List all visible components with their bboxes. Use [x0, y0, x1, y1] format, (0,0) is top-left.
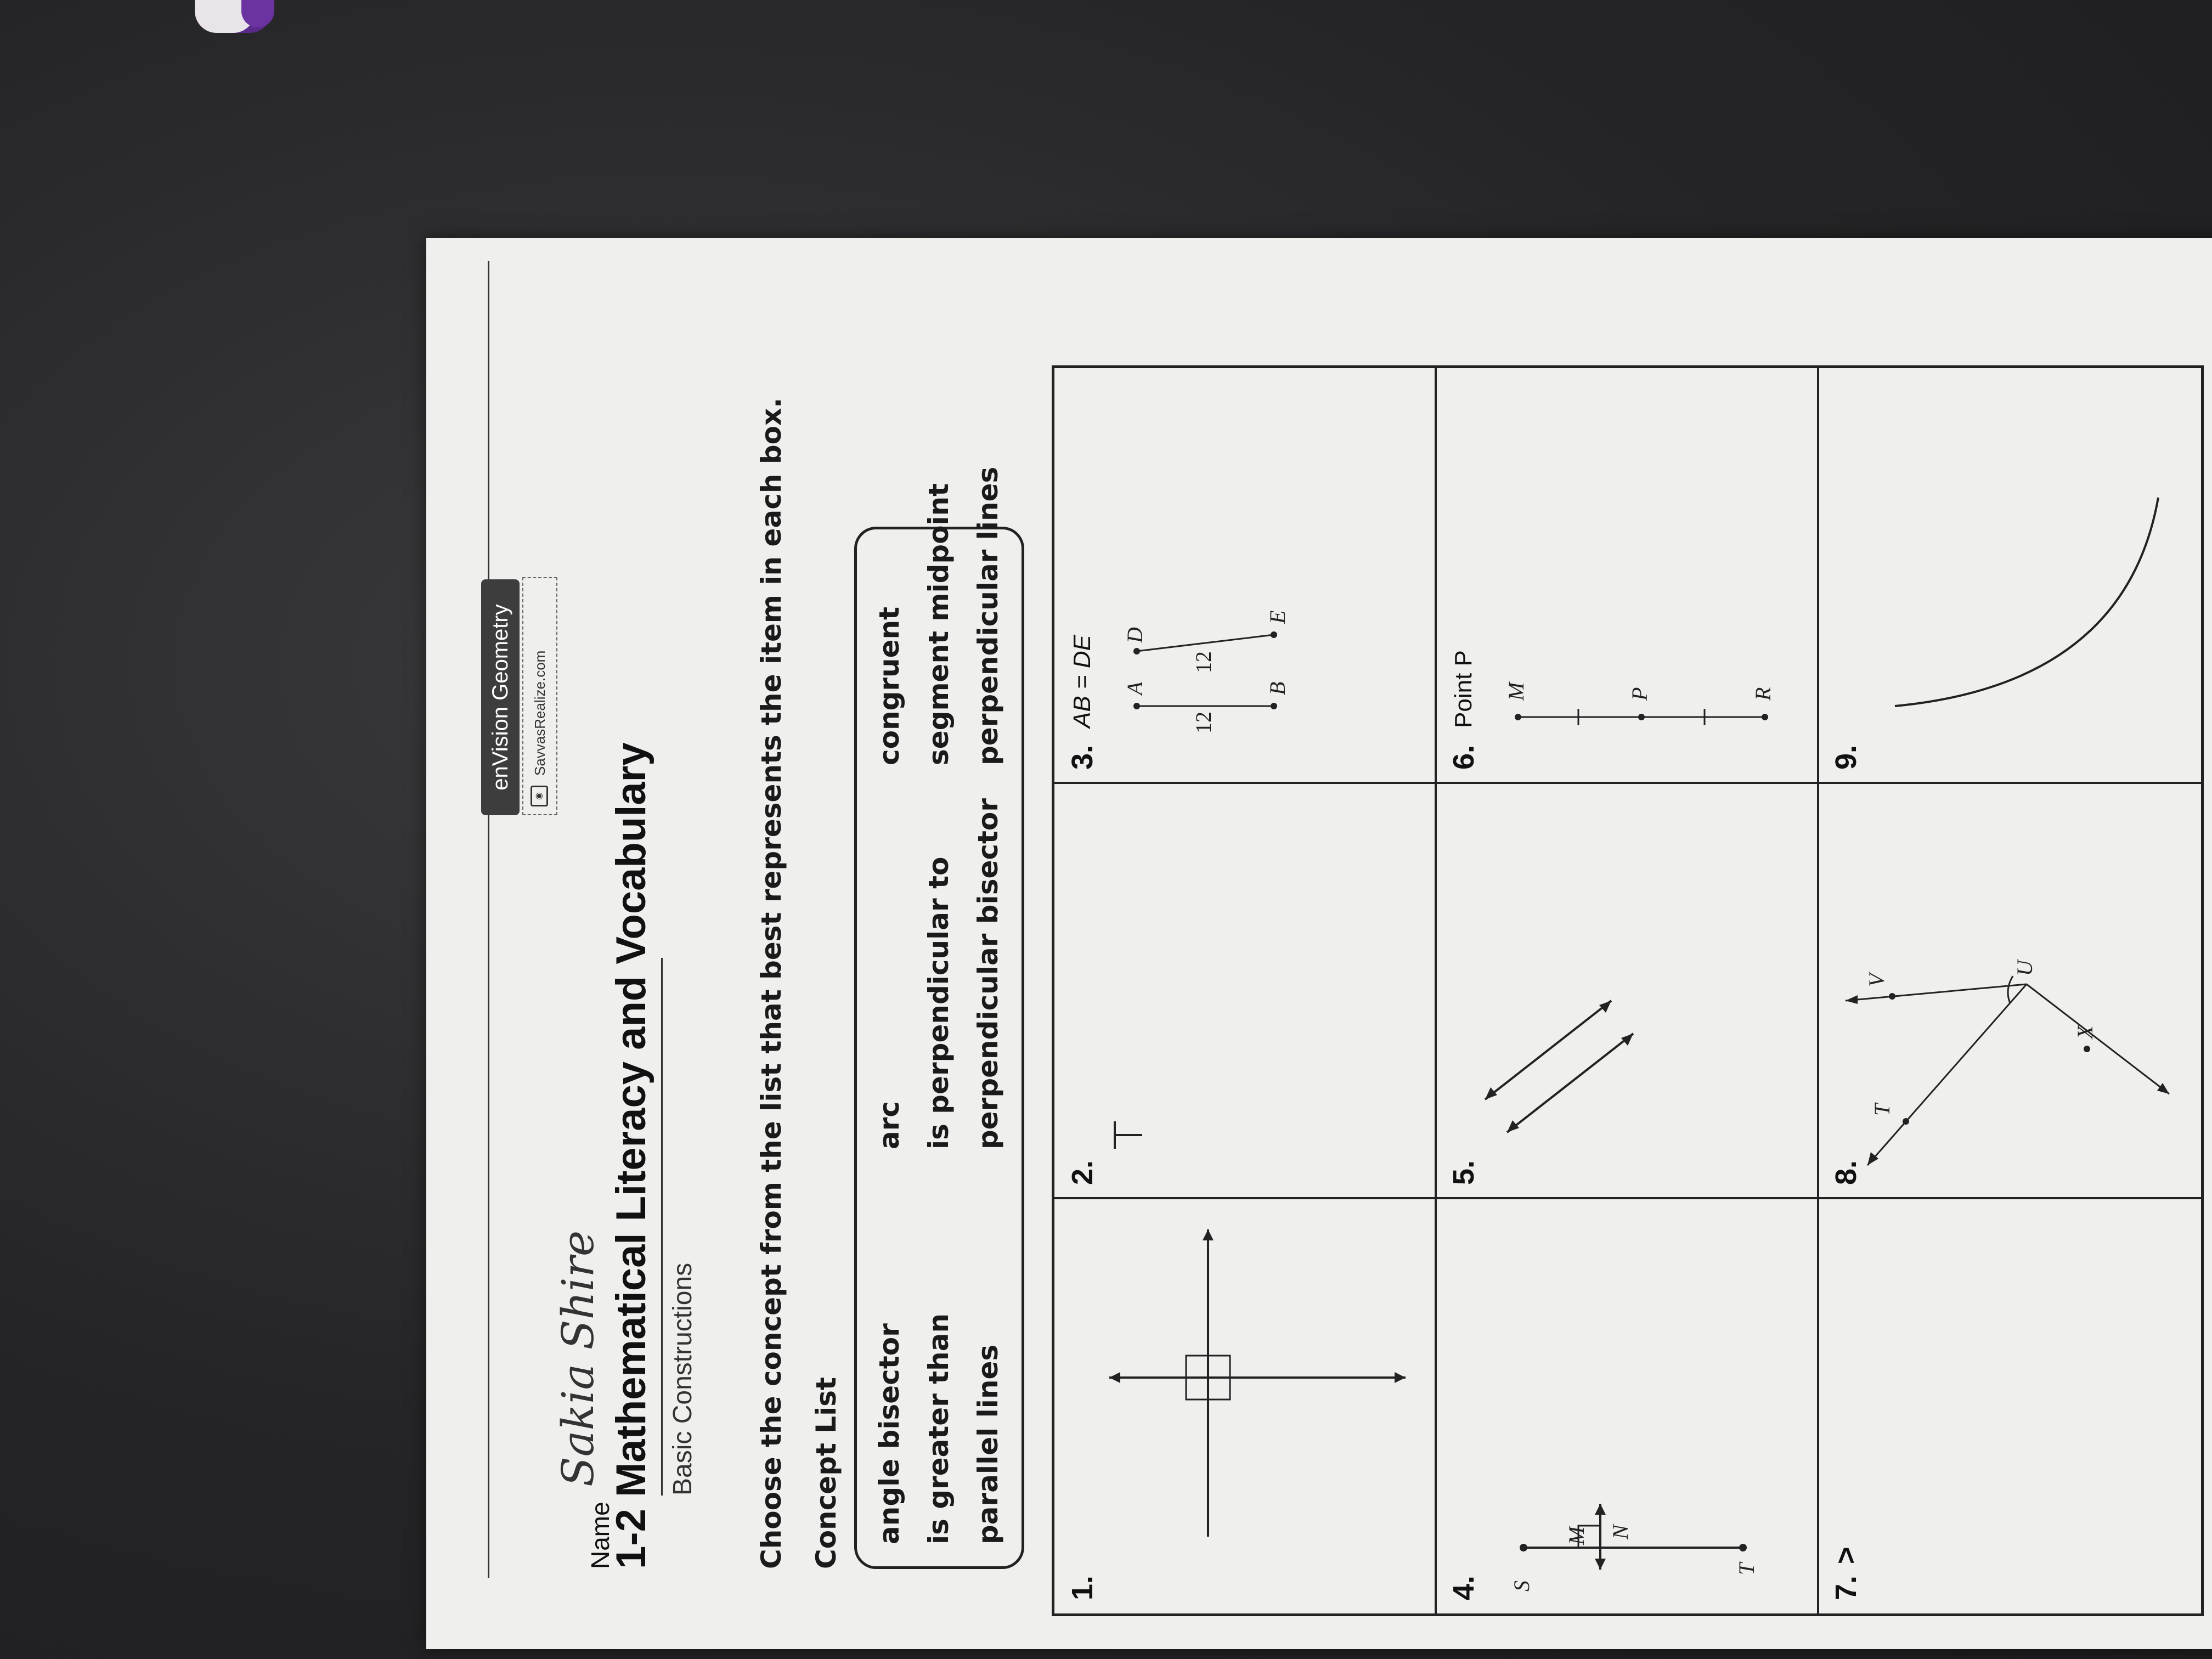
box-number: 3. [1066, 744, 1099, 770]
label-M: M [1564, 1526, 1589, 1545]
concept-item: angle bisector [873, 1323, 905, 1544]
box-number: 4. [1447, 1575, 1480, 1600]
website-text: SavvasRealize.com [532, 650, 548, 776]
concept-item: parallel lines [972, 1344, 1004, 1544]
box-4-figure [1436, 1198, 1819, 1613]
name-label: Name [586, 1502, 614, 1569]
worksheet-paper [426, 238, 2212, 1649]
box-number: 7. [1830, 1575, 1863, 1600]
title-rule [661, 958, 663, 1496]
concept-list-box [854, 466, 1024, 1569]
concept-list-heading: Concept List [810, 1377, 842, 1569]
box-number: 2. [1066, 1160, 1099, 1185]
label-R: R [1751, 687, 1775, 701]
website-box [522, 577, 557, 815]
brand-badge: enVision Geometry [481, 579, 520, 815]
student-name-handwritten: Sakia Shire [552, 1230, 603, 1487]
box-6-statement: Point P [1450, 650, 1477, 728]
label-P: P [1627, 687, 1652, 701]
box-9[interactable] [1818, 367, 2201, 783]
box-1[interactable] [1054, 1198, 1437, 1613]
box-8-figure [1818, 782, 2201, 1198]
label-D: D [1122, 627, 1147, 643]
concept-item: perpendicular bisector [972, 798, 1004, 1149]
box-3[interactable] [1054, 367, 1437, 783]
label-V: V [1864, 973, 1889, 987]
box-4[interactable] [1436, 1198, 1819, 1613]
concept-item: arc [873, 1101, 905, 1149]
arc-figure [1818, 367, 2201, 783]
length-label: 12 [1191, 651, 1216, 673]
box-8[interactable] [1818, 782, 2201, 1198]
label-B: B [1265, 681, 1290, 695]
box-3-figure [1054, 367, 1437, 783]
box-number: 9. [1830, 744, 1863, 770]
perpendicular-symbol-icon [1054, 782, 1437, 1198]
greater-than-symbol: > [1830, 1547, 1863, 1564]
label-E: E [1265, 610, 1290, 624]
concept-item: perpendicular lines [972, 466, 1004, 765]
box-number: 6. [1447, 744, 1480, 770]
label-X: X [2073, 1025, 2097, 1039]
box-5[interactable] [1436, 782, 1819, 1198]
box-number: 1. [1066, 1575, 1099, 1600]
box-1-figure [1054, 1198, 1437, 1613]
concept-item: segment midpoint [923, 483, 955, 765]
name-underline [488, 261, 489, 1578]
concept-item: congruent [873, 606, 905, 765]
box-3-statement: AB = DE [1069, 635, 1096, 728]
box-6-figure [1436, 367, 1819, 783]
concept-item: is perpendicular to [923, 856, 955, 1149]
box-2[interactable] [1054, 782, 1437, 1198]
label-A: A [1122, 681, 1147, 695]
box-6[interactable] [1436, 367, 1819, 783]
box-number: 5. [1447, 1160, 1480, 1185]
label-N: N [1608, 1525, 1633, 1539]
answer-grid [1052, 365, 2204, 1616]
box-7[interactable] [1818, 1198, 2201, 1613]
box-number: 8. [1830, 1160, 1863, 1185]
concept-item: is greater than [923, 1313, 955, 1544]
label-U: U [2012, 960, 2037, 976]
lesson-subtitle: Basic Constructions [668, 1262, 697, 1496]
label-T: T [1870, 1103, 1894, 1116]
worksheet-page [426, 238, 2212, 1649]
box-5-figure [1436, 782, 1819, 1198]
website-icon: ◉ [531, 786, 548, 806]
label-T: T [1734, 1562, 1759, 1575]
length-label: 12 [1191, 712, 1216, 733]
label-M: M [1504, 682, 1528, 701]
label-S: S [1509, 1581, 1534, 1592]
instructions: Choose the concept from the list that best represents the item in each box. [755, 397, 787, 1569]
lesson-title: 1-2 Mathematical Literacy and Vocabulary [608, 742, 654, 1569]
